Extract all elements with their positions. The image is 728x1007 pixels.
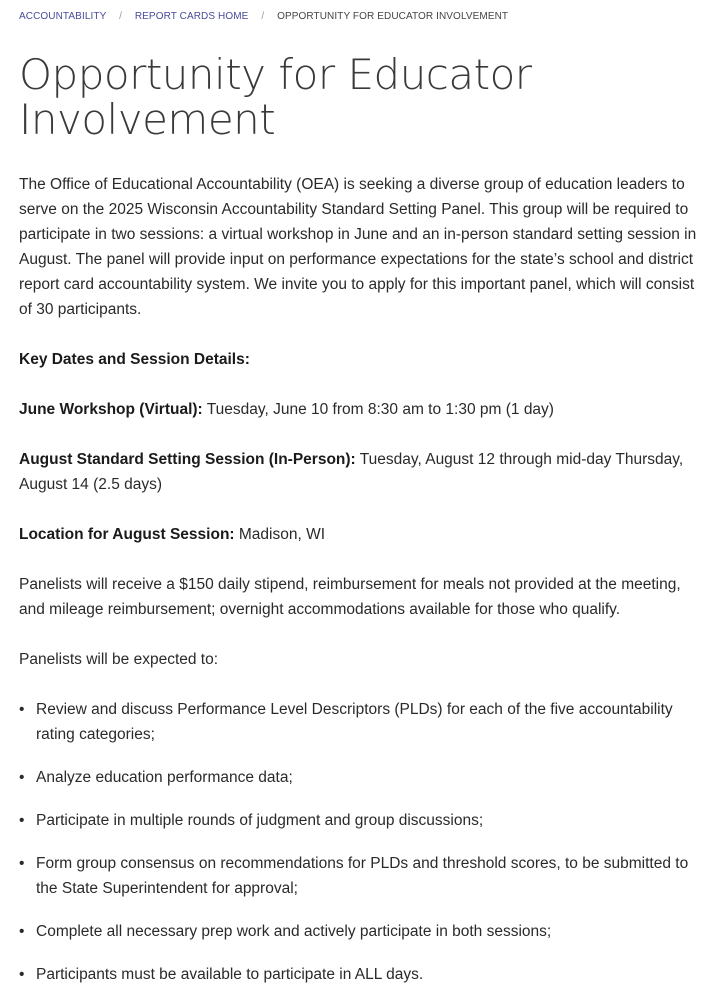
article-body	[19, 172, 709, 1005]
breadcrumb-current: OPPORTUNITY FOR EDUCATOR INVOLVEMENT	[277, 11, 509, 22]
bullet-icon: •	[19, 966, 25, 983]
list-item-text: Form group consensus on recommendations for PLDs and threshold scores, to be submitted to the State Superintendent for approval;	[36, 855, 689, 897]
list-item-text: Participate in multiple rounds of judgment and group discussions;	[36, 812, 484, 829]
list-item-text: Review and discuss Performance Level Descriptors (PLDs) for each of the five accountability rating categories;	[36, 701, 673, 743]
bullet-icon: •	[19, 923, 25, 940]
list-item	[19, 851, 709, 901]
page-title: Opportunity for Educator Involvement	[19, 50, 532, 144]
breadcrumb-link-report-cards-home[interactable]: REPORT CARDS HOME	[134, 11, 249, 22]
key-dates-heading-text: Key Dates and Session Details:	[19, 351, 250, 368]
expectations-list	[19, 697, 709, 987]
intro-paragraph: The Office of Educational Accountability (OEA) is seeking a diverse group of education leaders to serve on the 2025 Wisconsin Accountability Standard Setting Panel. This group will be required to participate in two sessions: a virtual workshop in June and an in-person standard setting session in August. The panel will provide input on performance expectations for the state’s school and district report card accountability system. We invite you to apply for this important panel, which will consist of 30 participants.	[19, 176, 697, 318]
list-item-text: Analyze education performance data;	[36, 769, 293, 786]
key-dates-heading	[19, 347, 709, 372]
location-detail	[19, 522, 709, 547]
list-item	[19, 697, 709, 747]
expectations-lead: Panelists will be expected to:	[19, 651, 219, 668]
august-session-value: Tuesday, August 12 through mid-day Thursday, August 14 (2.5 days)	[19, 451, 684, 493]
bullet-icon: •	[19, 855, 25, 872]
location-value: Madison, WI	[234, 526, 326, 543]
breadcrumb-separator: /	[261, 11, 265, 22]
june-workshop-label: June Workshop (Virtual):	[19, 401, 203, 418]
list-item	[19, 765, 709, 790]
june-workshop-value: Tuesday, June 10 from 8:30 am to 1:30 pm (1 day)	[202, 401, 554, 418]
breadcrumb	[19, 11, 508, 22]
list-item	[19, 962, 709, 987]
bullet-icon: •	[19, 812, 25, 829]
breadcrumb-separator: /	[119, 11, 122, 22]
june-workshop-detail	[19, 397, 709, 422]
breadcrumb-link-accountability[interactable]: ACCOUNTABILITY	[19, 11, 107, 22]
list-item-text: Complete all necessary prep work and actively participate in both sessions;	[36, 923, 552, 940]
bullet-icon: •	[19, 701, 25, 718]
list-item	[19, 808, 709, 833]
august-session-detail	[19, 447, 709, 497]
bullet-icon: •	[19, 769, 25, 786]
august-session-label: August Standard Setting Session (In-Person):	[19, 451, 356, 468]
location-label: Location for August Session:	[19, 526, 235, 543]
list-item-text: Participants must be available to participate in ALL days.	[36, 966, 424, 983]
compensation-paragraph: Panelists will receive a $150 daily stipend, reimbursement for meals not provided at the meeting, and mileage reimbursement; overnight accommodations available for those who qualify.	[19, 576, 681, 618]
list-item	[19, 919, 709, 944]
